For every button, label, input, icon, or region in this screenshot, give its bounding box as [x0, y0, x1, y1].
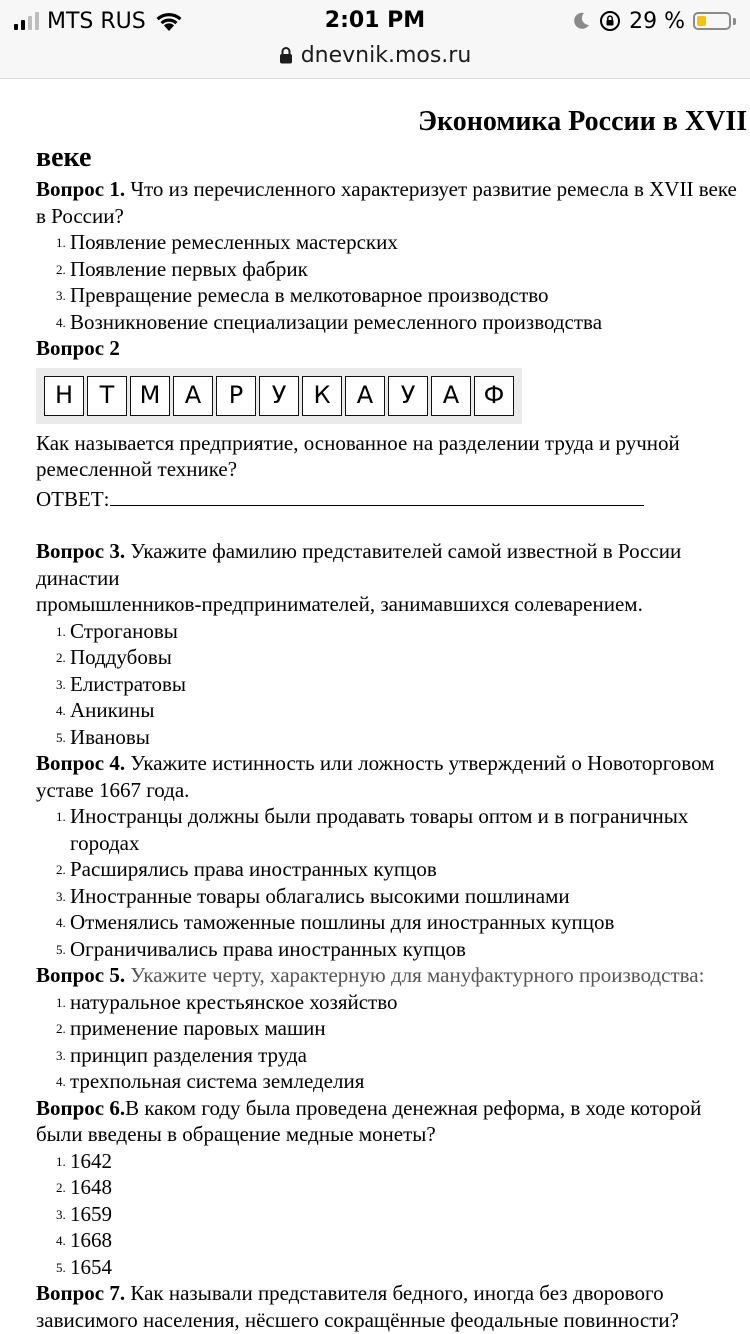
status-bar — [0, 0, 750, 79]
carrier-name: MTS RUS — [47, 8, 146, 34]
url-text[interactable]: dnevnik.mos.ru — [300, 42, 472, 68]
page-title: Экономика России в XVII веке — [36, 106, 748, 173]
question-5-options — [36, 989, 748, 1095]
question-5-text: Укажите черту, характерную для мануфактурного производства: — [125, 963, 705, 987]
question-5-label: Вопрос 5. — [36, 963, 126, 987]
question-3-options — [36, 618, 748, 751]
option-text: применение паровых машин — [70, 1016, 326, 1040]
option-text: 1659 — [70, 1201, 112, 1226]
question-7-label: Вопрос 7. — [36, 1281, 126, 1305]
question-3-label: Вопрос 3. — [36, 539, 126, 563]
list-number: 2. — [56, 261, 66, 277]
question-7 — [36, 1280, 748, 1333]
battery-percent: 29 % — [629, 8, 685, 34]
list-number: 4. — [56, 915, 66, 930]
option-text: Возникновение специализации ремесленного производства — [70, 309, 603, 334]
answer-line[interactable] — [110, 483, 644, 506]
url-bar[interactable] — [0, 38, 750, 72]
question-1-options — [36, 229, 748, 335]
option-text: Ограничивались права иностранных купцов — [70, 936, 466, 961]
battery-cap — [733, 18, 736, 25]
list-number: 3. — [56, 1047, 66, 1063]
list-item — [56, 909, 748, 936]
list-number: 4. — [56, 1074, 66, 1089]
option-text: 1648 — [70, 1175, 112, 1199]
document — [36, 100, 748, 1333]
list-item — [56, 724, 748, 751]
option-text: Иностранцы должны были продавать товары оптом и в пограничных городах — [70, 804, 689, 855]
question-3-text: Укажите фамилию представителей самой известной в России династии — [36, 539, 682, 590]
list-number: 1. — [56, 994, 66, 1010]
list-number: 1. — [56, 235, 66, 250]
list-number: 3. — [56, 288, 66, 303]
list-item — [56, 936, 748, 963]
list-item — [56, 697, 748, 724]
question-2 — [36, 335, 748, 362]
moon-icon — [571, 11, 591, 31]
question-2-text: Как называется предприятие, основанное на разделении труда и ручной ремесленной технике? — [36, 430, 680, 481]
question-5 — [36, 962, 748, 989]
list-number: 3. — [56, 888, 66, 904]
option-text: Появление ремесленных мастерских — [70, 230, 398, 254]
question-1-text: Что из перечисленного характеризует развитие ремесла в XVII веке в России? — [36, 177, 737, 228]
list-item — [56, 1254, 748, 1281]
option-text: 1642 — [70, 1148, 112, 1173]
question-3 — [36, 538, 748, 591]
letter-grid — [36, 368, 522, 424]
letter-cell: Ф — [474, 376, 514, 416]
battery-fill — [697, 16, 706, 26]
list-item — [56, 989, 748, 1016]
letter-cell: У — [388, 376, 428, 416]
list-number: 2. — [56, 862, 66, 877]
list-number: 2. — [56, 650, 66, 665]
question-1 — [36, 176, 748, 229]
question-7-text: Как называли представителя бедного, иногда без дворового зависимого населения, нёсшего сокращённые феодальные повинности? — [36, 1281, 679, 1332]
letter-grid-row — [44, 376, 514, 416]
option-text: трехпольная система земледелия — [70, 1069, 365, 1093]
list-number: 4. — [56, 703, 66, 718]
question-4-options — [36, 803, 748, 962]
letter-cell: К — [302, 376, 342, 416]
question-4-label: Вопрос 4. — [36, 751, 126, 775]
question-6-text: В каком году была проведена денежная реформа, в ходе которой были введены в обращение медные монеты? — [36, 1095, 702, 1146]
battery-icon — [693, 12, 731, 30]
question-6-label: Вопрос 6. — [36, 1095, 126, 1120]
letter-cell: А — [345, 376, 385, 416]
list-item — [56, 1201, 748, 1228]
list-number: 3. — [56, 676, 66, 692]
list-item — [56, 256, 748, 283]
list-item — [56, 1042, 748, 1069]
letter-cell: А — [173, 376, 213, 416]
list-item — [56, 644, 748, 671]
letter-cell: М — [130, 376, 170, 416]
list-number: 1. — [56, 623, 66, 639]
option-text: Иностранные товары облагались высокими пошлинами — [70, 883, 570, 908]
option-text: принцип разделения труда — [70, 1042, 307, 1067]
status-time: 2:01 PM — [324, 8, 426, 33]
letter-cell: Н — [44, 376, 84, 416]
padlock-icon — [279, 46, 293, 64]
list-item — [56, 856, 748, 883]
list-number: 5. — [56, 1259, 66, 1275]
list-item — [56, 1174, 748, 1201]
option-text: Появление первых фабрик — [70, 256, 308, 281]
question-6 — [36, 1095, 748, 1148]
letter-cell: Р — [216, 376, 256, 416]
list-number: 4. — [56, 314, 66, 330]
list-item — [56, 1068, 748, 1095]
option-text: Строгановы — [70, 618, 178, 643]
letter-cell: А — [431, 376, 471, 416]
list-item — [56, 671, 748, 698]
list-item — [56, 1227, 748, 1254]
option-text: 1668 — [70, 1228, 112, 1252]
letter-cell: Т — [87, 376, 127, 416]
option-text: Ивановы — [70, 724, 150, 749]
question-2-label: Вопрос 2 — [36, 336, 120, 360]
status-left — [14, 6, 184, 36]
list-number: 3. — [56, 1206, 66, 1222]
list-number: 5. — [56, 729, 66, 745]
list-item — [56, 229, 748, 256]
option-text: Поддубовы — [70, 645, 172, 669]
list-item — [56, 883, 748, 910]
option-text: Аникины — [70, 698, 155, 722]
question-4-text: Укажите истинность или ложность утверждений о Новоторговом уставе 1667 года. — [36, 751, 715, 802]
status-right — [571, 6, 736, 36]
list-item — [56, 309, 748, 336]
list-number: 4. — [56, 1233, 66, 1248]
list-item — [56, 1015, 748, 1042]
option-text: натуральное крестьянское хозяйство — [70, 989, 398, 1014]
spacer — [36, 512, 748, 538]
option-text: Превращение ремесла в мелкотоварное производство — [70, 283, 549, 307]
letter-cell: У — [259, 376, 299, 416]
question-6-options — [36, 1148, 748, 1281]
list-item — [56, 1148, 748, 1175]
list-item — [56, 282, 748, 309]
list-number: 2. — [56, 1021, 66, 1036]
option-text: Отменялись таможенные пошлины для иностранных купцов — [70, 910, 615, 934]
list-number: 5. — [56, 941, 66, 957]
rotation-lock-icon — [599, 10, 621, 32]
answer-field[interactable] — [36, 483, 748, 513]
wifi-icon — [154, 10, 184, 32]
option-text: 1654 — [70, 1254, 112, 1279]
option-text: Елистратовы — [70, 671, 187, 696]
question-1-label: Вопрос 1. — [36, 177, 126, 201]
option-text: Расширялись права иностранных купцов — [70, 857, 437, 881]
list-item — [56, 803, 748, 856]
question-3-text-2: промышленников-предпринимателей, занимавшихся солеварением. — [36, 592, 643, 616]
question-4 — [36, 750, 748, 803]
signal-icon — [14, 12, 39, 30]
list-number: 1. — [56, 809, 66, 824]
list-number: 1. — [56, 1153, 66, 1169]
answer-label: ОТВЕТ: — [36, 486, 110, 511]
list-item — [56, 618, 748, 645]
list-number: 2. — [56, 1180, 66, 1195]
